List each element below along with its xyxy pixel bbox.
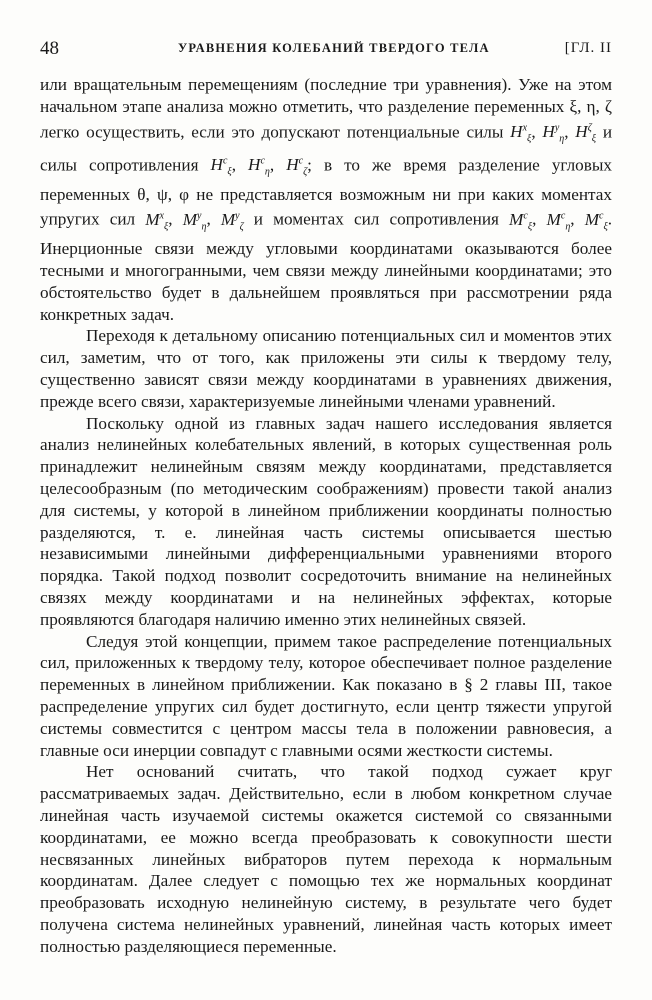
text-run: ,	[168, 210, 183, 230]
text-run: ,	[532, 210, 547, 230]
text-run: и моментах сил сопротивления	[243, 210, 510, 230]
formula-M-eta: $M^y_\eta$	[182, 210, 207, 233]
page-header	[40, 38, 612, 62]
text-run: ; в то же время разделение угловых переменных θ, ψ, φ не представляется возможным ни при каких моментах упругих сил	[40, 155, 613, 230]
formula-M-zeta: $M^y_\zeta$	[220, 210, 244, 233]
formula-H-zeta: $H^\zeta_\xi$	[575, 122, 597, 145]
text-run: ,	[570, 210, 585, 230]
formula-Hc-xi: $H^c_\xi$	[210, 155, 232, 178]
chapter-label: [ГЛ. II	[564, 40, 612, 56]
formula-M-xi: $M^x_\xi$	[145, 210, 169, 233]
text-run: ,	[564, 122, 576, 142]
paragraph-5: Нет оснований считать, что такой подход сужает круг рассматриваемых задач. Действительно, если в любом конкретном случае линейная часть изучаемой системы окажется системой со связанными координатами, ее можно всегда преобразовать к совокупности шести несвязанных линейных вибраторов путем перехода к нормальным координатам. Далее следует с помощью тех же нормальных координат преобразовать исходную нелинейную систему, в результате чего будет получена система нелинейных уравнений, линейная часть которых имеет полностью разделяющиеся переменные.	[40, 762, 612, 956]
text-run: ,	[231, 155, 249, 175]
page-number: 48	[40, 38, 59, 59]
paragraph-4: Следуя этой концепции, примем такое распределение потенциальных сил, приложенных к твердому телу, которое обеспечивает полное разделение переменных в линейном приближении. Как показано в § 2 главы III, такое распределение упругих сил будет достигнуто, если центр тяжести упругой системы совместится с центром массы тела в положении равновесия, а главные оси инерции совпадут с главными осями жесткости системы.	[40, 631, 612, 760]
text-run: . Инерционные связи между угловыми координатами оказываются более тесными и многогранными, чем связи между линейными координатами; это обстоятельство будет в дальнейшем проявляться при рассмотрении ряда конкретных задач.	[40, 210, 613, 324]
formula-Hc-zeta: $H^c_\zeta$	[286, 155, 308, 178]
text-run: ,	[531, 122, 543, 142]
running-title: УРАВНЕНИЯ КОЛЕБАНИЙ ТВЕРДОГО ТЕЛА	[178, 41, 490, 55]
formula-Mc-xi: $M^c_\xi$	[509, 210, 533, 233]
text-run: и силы сопротивления	[40, 122, 613, 175]
formula-H-xi: $H^x_\xi$	[510, 122, 532, 145]
formula-Mc-eta: $M^c_\eta$	[546, 210, 571, 233]
formula-H-eta: $H^y_\eta$	[542, 122, 565, 145]
paragraph-3: Поскольку одной из главных задач нашего исследования является анализ нелинейных колебательных явлений, в которых существенная роль принадлежит нелинейным связям между координатами, представляется целесообразным (по методическим соображениям) провести такой анализ для системы, у которой в линейном приближении координаты полностью разделяются, т. е. линейная часть системы описывается шестью независимыми линейными дифференциальными уравнениями второго порядка. Такой подход позволит сосредоточить внимание на нелинейных связях между координатами и на нелинейных эффектах, которые проявляются благодаря наличию именно этих нелинейных связей.	[40, 413, 612, 629]
paragraph-2: Переходя к детальному описанию потенциальных сил и моментов этих сил, заметим, что от того, как приложены эти силы к твердому телу, существенно зависят связи между координатами в уравнениях движения, прежде всего связи, характеризуемые линейными членами уравнений.	[40, 326, 612, 411]
text-run: или вращательным перемещениям (последние три уравнения). Уже на этом начальном этапе анализа можно отметить, что разделение переменных ξ, η, ζ легко осуществить, если это допускают потенциальные силы	[40, 75, 612, 142]
page-body	[40, 74, 612, 958]
text-run: ,	[206, 210, 221, 230]
formula-Hc-eta: $H^c_\eta$	[248, 155, 270, 178]
formula-Mc-zeta: $M^c_\xi$	[584, 210, 608, 233]
text-run: ,	[269, 155, 287, 175]
paragraph-1	[40, 74, 612, 325]
